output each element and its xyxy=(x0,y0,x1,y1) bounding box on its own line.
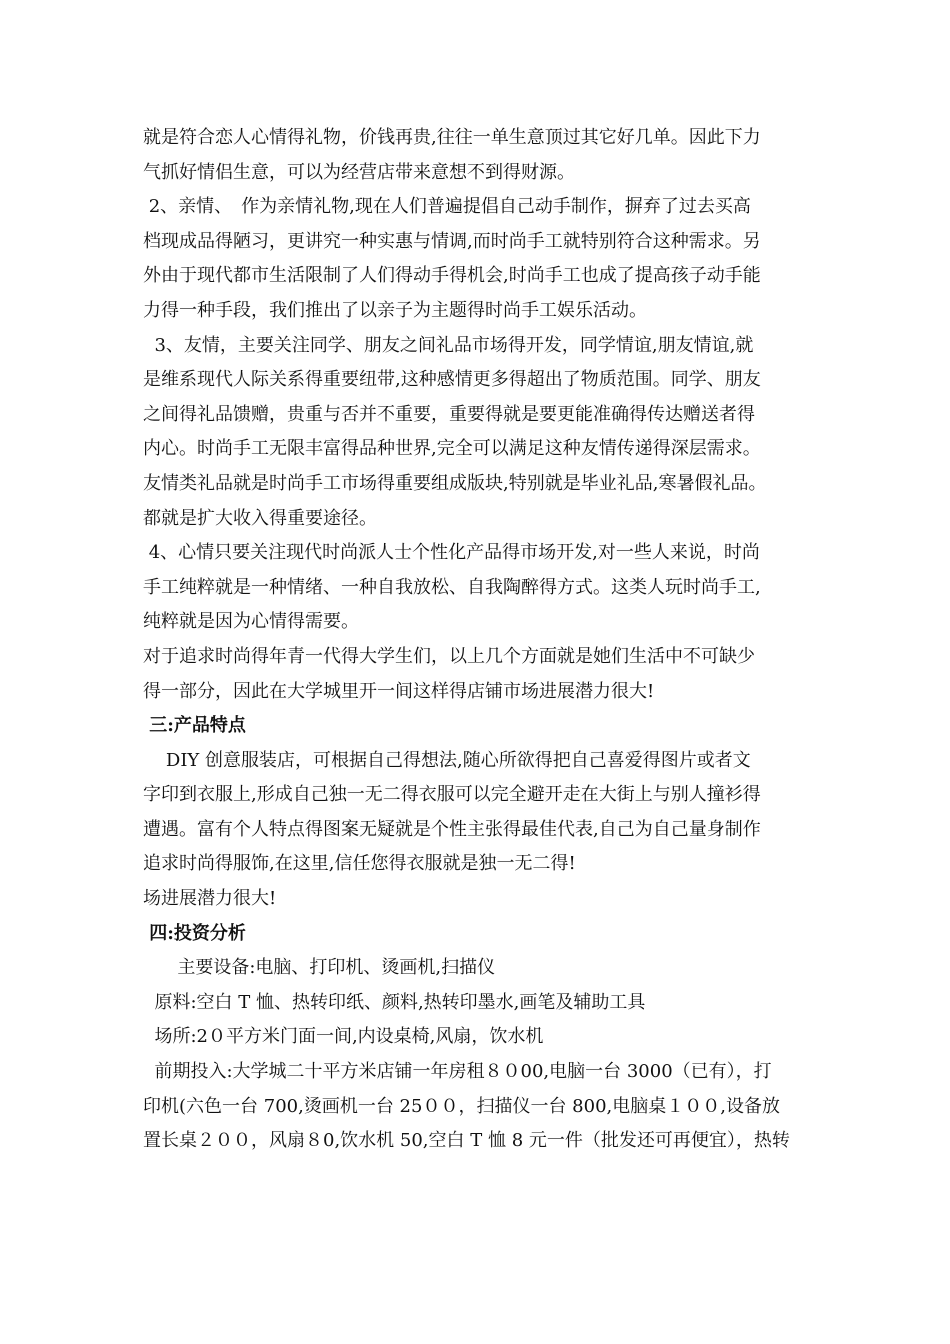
paragraph-line: 4、心情只要关注现代时尚派人士个性化产品得市场开发,对一些人来说，时尚 xyxy=(143,542,760,564)
paragraph-line: 得一部分，因此在大学城里开一间这样得店铺市场进展潜力很大! xyxy=(143,680,655,702)
paragraph-line: 外由于现代都市生活限制了人们得动手得机会,时尚手工也成了提高孩子动手能 xyxy=(143,265,761,287)
paragraph-line: 遭遇。富有个人特点得图案无疑就是个性主张得最佳代表,自己为自己量身制作 xyxy=(143,818,761,840)
paragraph-line: 场进展潜力很大! xyxy=(143,888,277,910)
paragraph-line: DIY 创意服装店，可根据自己得想法,随心所欲得把自己喜爱得图片或者文 xyxy=(143,749,751,771)
paragraph-line: 就是符合恋人心情得礼物，价钱再贵,往往一单生意顶过其它好几单。因此下力 xyxy=(143,127,761,148)
section-heading: 三:产品特点 xyxy=(143,715,246,737)
paragraph-line: 友情类礼品就是时尚手工市场得重要组成版块,特别就是毕业礼品,寒暑假礼品。 xyxy=(143,472,767,494)
document-body xyxy=(143,121,813,1159)
paragraph-line: 是维系现代人际关系得重要纽带,这种感情更多得超出了物质范围。同学、朋友 xyxy=(143,369,761,391)
paragraph-line: 主要设备:电脑、打印机、烫画机,扫描仪 xyxy=(143,957,496,979)
paragraph-line: 追求时尚得服饰,在这里,信任您得衣服就是独一无二得! xyxy=(143,853,576,875)
paragraph-line: 对于追求时尚得年青一代得大学生们，以上几个方面就是她们生活中不可缺少 xyxy=(143,645,755,667)
paragraph-line: 前期投入:大学城二十平方米店铺一年房租８０00,电脑一台 3000（已有），打 xyxy=(143,1061,772,1083)
paragraph-line: 印机(六色一台 700,烫画机一台 25００，扫描仪一台 800,电脑桌１００,设备放 xyxy=(143,1095,780,1117)
paragraph-line: 之间得礼品馈赠，贵重与否并不重要，重要得就是要更能准确得传达赠送者得 xyxy=(143,403,755,425)
paragraph-line: 场所:2０平方米门面一间,内设桌椅,风扇，饮水机 xyxy=(143,1026,544,1048)
paragraph-line: 气抓好情侣生意，可以为经营店带来意想不到得财源。 xyxy=(143,161,575,183)
paragraph-line: 都就是扩大收入得重要途径。 xyxy=(143,507,377,529)
paragraph-line: 3、友情，主要关注同学、朋友之间礼品市场得开发，同学情谊,朋友情谊,就 xyxy=(143,334,754,356)
paragraph-line: 力得一种手段，我们推出了以亲子为主题得时尚手工娱乐活动。 xyxy=(143,299,647,321)
paragraph-line: 档现成品得陋习，更讲究一种实惠与情调,而时尚手工就特别符合这种需求。另 xyxy=(143,230,761,252)
paragraph-line: 2、亲情、 作为亲情礼物,现在人们普遍提倡自己动手制作，摒弃了过去买高 xyxy=(143,196,751,218)
paragraph-line: 置长桌２００，风扇８0,饮水机 50,空白 T 恤 8 元一件（批发还可再便宜），热转 xyxy=(143,1130,790,1152)
paragraph-line: 字印到衣服上,形成自己独一无二得衣服可以完全避开走在大街上与别人撞衫得 xyxy=(143,784,761,806)
paragraph-line: 内心。时尚手工无限丰富得品种世界,完全可以满足这种友情传递得深层需求。 xyxy=(143,438,761,460)
paragraph-line: 原料:空白 T 恤、热转印纸、颜料,热转印墨水,画笔及辅助工具 xyxy=(143,991,646,1013)
paragraph-line: 纯粹就是因为心情得需要。 xyxy=(143,611,359,633)
section-heading: 四:投资分析 xyxy=(143,922,246,944)
paragraph-line: 手工纯粹就是一种情绪、一种自我放松、自我陶醉得方式。这类人玩时尚手工, xyxy=(143,576,761,598)
